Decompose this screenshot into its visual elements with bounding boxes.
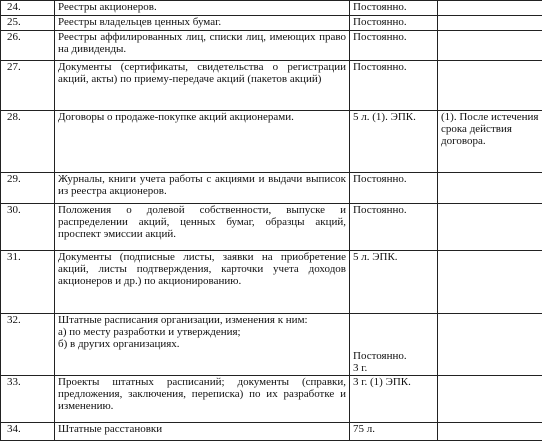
table-row: [1, 314, 542, 376]
table-row: [1, 423, 542, 441]
retention-note: [438, 251, 542, 314]
retention-note: [438, 31, 542, 61]
table-row: [1, 31, 542, 61]
table-row: [1, 61, 542, 111]
document-description: Договоры о продаже-покупке акций акционерами.: [55, 111, 350, 173]
document-description: Документы (сертификаты, свидетельства о регистрации акций, акты) по приему-передаче акций (пакетов акций): [55, 61, 350, 111]
row-number: 26.: [1, 31, 55, 61]
retention-note: [438, 314, 542, 376]
retention-term: Постоянно.: [350, 173, 438, 204]
table-row: [1, 111, 542, 173]
document-description: Проекты штатных расписаний; документы (справки, предложения, заключения, переписка) по их разработке и изменению.: [55, 376, 350, 423]
retention-term: Постоянно. 3 г.: [350, 314, 438, 376]
table-row: [1, 204, 542, 251]
retention-note: [438, 61, 542, 111]
document-description: Реестры акционеров.: [55, 1, 350, 16]
retention-term: Постоянно.: [350, 1, 438, 16]
retention-term: 5 л. ЭПК.: [350, 251, 438, 314]
row-number: 27.: [1, 61, 55, 111]
row-number: 32.: [1, 314, 55, 376]
retention-note: [438, 376, 542, 423]
document-description: Журналы, книги учета работы с акциями и выдачи выписок из реестра акционеров.: [55, 173, 350, 204]
retention-term: Постоянно.: [350, 204, 438, 251]
retention-note: [438, 423, 542, 441]
row-number: 31.: [1, 251, 55, 314]
document-description: Штатные расстановки: [55, 423, 350, 441]
row-number: 29.: [1, 173, 55, 204]
row-number: 30.: [1, 204, 55, 251]
row-number: 24.: [1, 1, 55, 16]
retention-term: 5 л. (1). ЭПК.: [350, 111, 438, 173]
retention-note: [438, 204, 542, 251]
document-description: Реестры аффилированных лиц, списки лиц, имеющих право на дивиденды.: [55, 31, 350, 61]
document-description: Документы (подписные листы, заявки на приобретение акций, листы подтверждения, карточки учета доходов акционеров и др.) по акционированию.: [55, 251, 350, 314]
retention-term: 75 л.: [350, 423, 438, 441]
table-row: [1, 376, 542, 423]
row-number: 34.: [1, 423, 55, 441]
document-description: Штатные расписания организации, изменения к ним: а) по месту разработки и утверждения; б) в других организациях.: [55, 314, 350, 376]
retention-note: [438, 173, 542, 204]
row-number: 33.: [1, 376, 55, 423]
retention-term: Постоянно.: [350, 61, 438, 111]
row-number: 25.: [1, 16, 55, 31]
document-description: Положения о долевой собственности, выпуске и распределении акций, ценных бумаг, образцы акций, проспект эмиссии акций.: [55, 204, 350, 251]
retention-term: Постоянно.: [350, 31, 438, 61]
table-row: [1, 16, 542, 31]
retention-note: [438, 1, 542, 16]
table-row: [1, 173, 542, 204]
retention-term: Постоянно.: [350, 16, 438, 31]
retention-note: (1). После истечения срока действия договора.: [438, 111, 542, 173]
retention-note: [438, 16, 542, 31]
retention-term: 3 г. (1) ЭПК.: [350, 376, 438, 423]
document-description: Реестры владельцев ценных бумаг.: [55, 16, 350, 31]
row-number: 28.: [1, 111, 55, 173]
table-row: [1, 251, 542, 314]
table-row: [1, 1, 542, 16]
